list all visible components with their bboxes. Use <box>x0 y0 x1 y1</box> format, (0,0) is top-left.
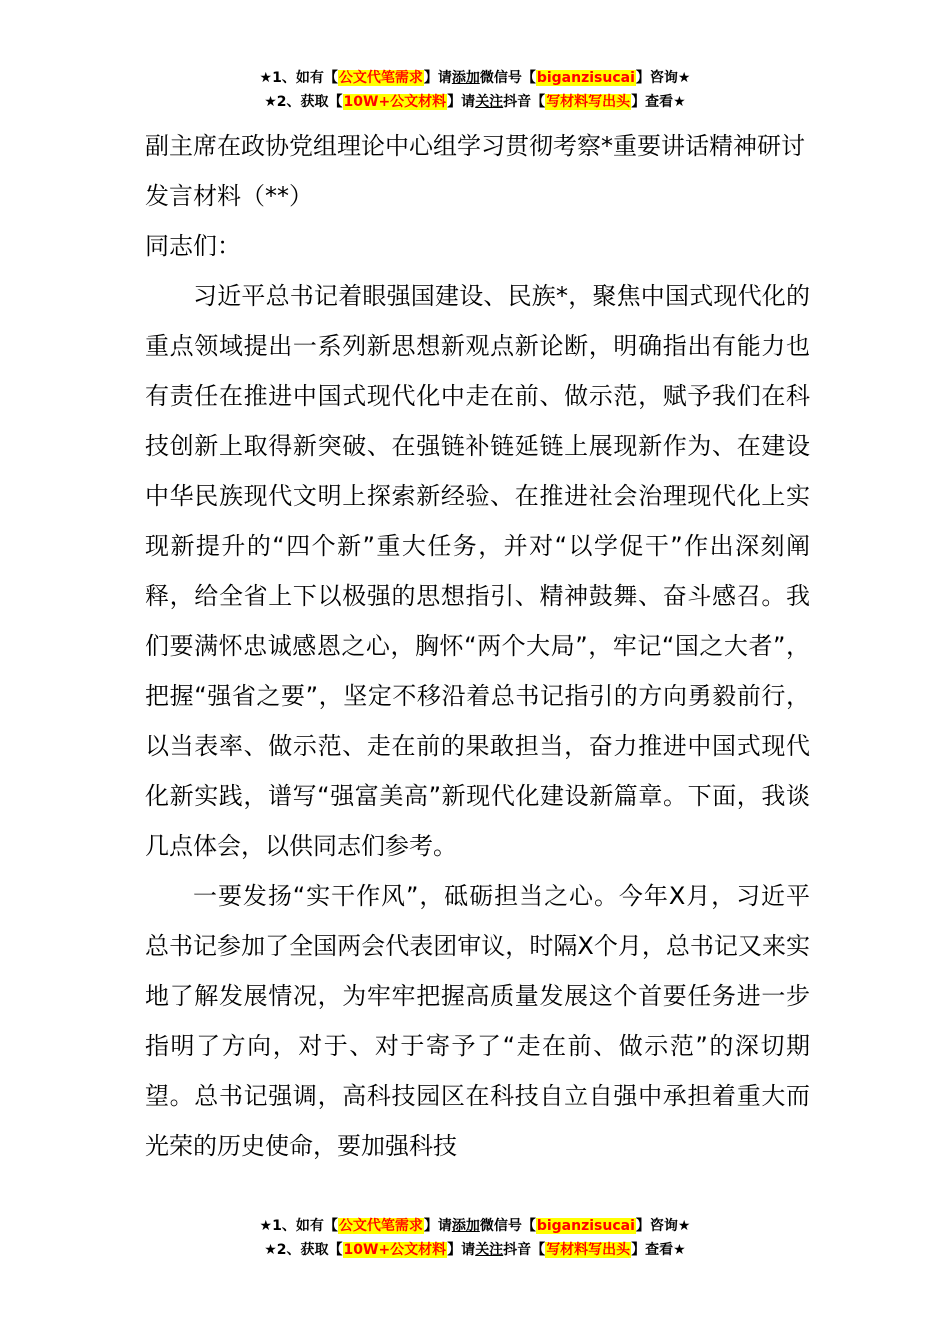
banner-highlight: biganzisucai <box>536 70 635 86</box>
banner-text: ★2、获取【 <box>264 1242 343 1258</box>
document-title: 副主席在政协党组理论中心组学习贯彻考察*重要讲话精神研讨发言材料（**） <box>145 132 805 210</box>
banner-text: 微信号【 <box>479 70 536 86</box>
banner-text: 】请 <box>423 70 452 86</box>
banner-text: 抖音【 <box>503 94 546 110</box>
paragraph: 一要发扬“实干作风”，砥砺担当之心。今年X月，习近平总书记参加了全国两会代表团审议，时隔X个月，总书记又来实地了解发展情况，为牢牢把握高质量发展这个首要任务进一步指明了方向，对于、对于寄予了“走在前、做示范”的深切期望。总书记强调，高科技园区在科技自立自强中承担着重大而光荣的历史使命，要加强科技 <box>145 882 810 1160</box>
banner-highlight: 10W+公文材料 <box>343 94 447 110</box>
banner-text: 】请 <box>447 1242 476 1258</box>
banner-underline: 关注 <box>475 1242 504 1258</box>
banner-text: 】咨询★ <box>635 70 691 86</box>
greeting: 同志们： <box>145 232 241 260</box>
banner-highlight: biganzisucai <box>536 1218 635 1234</box>
banner-text: ★1、如有【 <box>259 1218 338 1234</box>
banner-highlight: 10W+公文材料 <box>343 1242 447 1258</box>
banner-highlight: 写材料写出头 <box>546 1242 631 1258</box>
banner-text: ★2、获取【 <box>264 94 343 110</box>
banner-line-1 <box>0 1214 950 1238</box>
banner-text: 】咨询★ <box>635 1218 691 1234</box>
header-banner <box>0 66 950 114</box>
document-body <box>145 121 810 1171</box>
banner-text: 】请 <box>447 94 476 110</box>
banner-text: ★1、如有【 <box>259 70 338 86</box>
banner-text: 】查看★ <box>631 94 686 110</box>
banner-line-2 <box>0 90 950 114</box>
banner-text: 】请 <box>423 1218 452 1234</box>
banner-text: 抖音【 <box>503 1242 546 1258</box>
paragraph: 习近平总书记着眼强国建设、民族*，聚焦中国式现代化的重点领域提出一系列新思想新观点新论断，明确指出有能力也有责任在推进中国式现代化中走在前、做示范，赋予我们在科技创新上取得新突破、在强链补链延链上展现新作为、在建设中华民族现代文明上探索新经验、在推进社会治理现代化上实现新提升的“四个新”重大任务，并对“以学促干”作出深刻阐释，给全省上下以极强的思想指引、精神鼓舞、奋斗感召。我们要满怀忠诚感恩之心，胸怀“两个大局”，牢记“国之大者”，把握“强省之要”，坚定不移沿着总书记指引的方向勇毅前行，以当表率、做示范、走在前的果敢担当，奋力推进中国式现代化新实践，谱写“强富美高”新现代化建设新篇章。下面，我谈几点体会，以供同志们参考。 <box>145 282 810 860</box>
banner-highlight: 写材料写出头 <box>546 94 631 110</box>
banner-highlight: 公文代笔需求 <box>338 1218 423 1234</box>
banner-underline: 关注 <box>475 94 504 110</box>
banner-text: 微信号【 <box>479 1218 536 1234</box>
banner-underline: 添加 <box>451 70 480 86</box>
footer-banner <box>0 1214 950 1262</box>
banner-highlight: 公文代笔需求 <box>338 70 423 86</box>
banner-line-2 <box>0 1238 950 1262</box>
banner-line-1 <box>0 66 950 90</box>
banner-underline: 添加 <box>451 1218 480 1234</box>
banner-text: 】查看★ <box>631 1242 686 1258</box>
